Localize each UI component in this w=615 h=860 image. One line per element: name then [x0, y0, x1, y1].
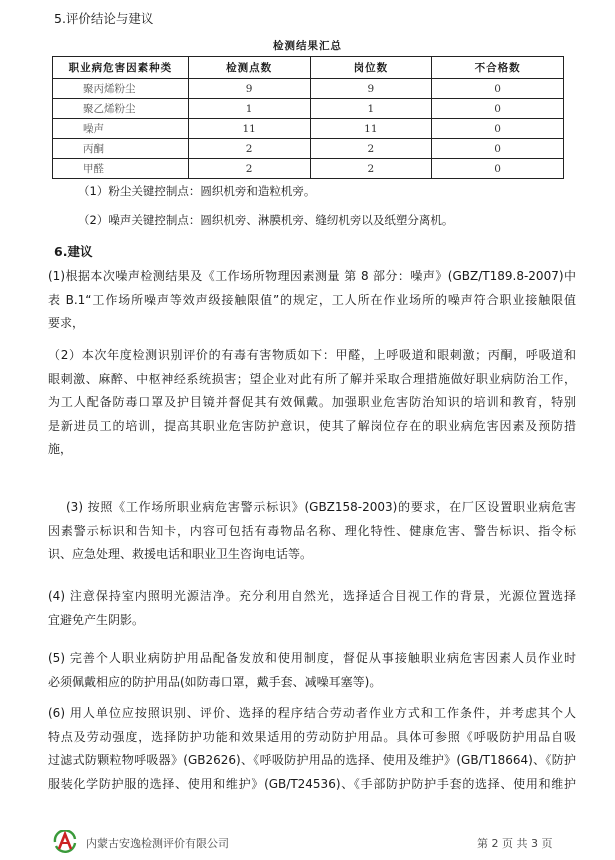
text-line: (6) 用人单位应按照识别、评价、选择的程序结合劳动者作业方式和工作条件，并考虑其个人 — [48, 706, 576, 720]
recommendation-1 — [48, 265, 576, 336]
table-row — [53, 99, 564, 119]
section-5-title: 5.评价结论与建议 — [54, 11, 154, 26]
text-line: 施， — [48, 442, 73, 456]
table-row — [53, 119, 564, 139]
cell-hazard: 聚乙烯粉尘 — [53, 99, 189, 119]
company-logo-icon — [52, 830, 78, 854]
text-line: 表 B.1“工作场所噪声等效声级接触限值”的规定，工人所在作业场所的噪声符合职业接触限值 — [48, 292, 576, 307]
text-line: 过滤式防颗粒物呼吸器》(GB2626)、《呼吸防护用品的选择、使用及维护》(GB/T18664)、《防护 — [48, 753, 576, 767]
noise-control-points: （2）噪声关键控制点：圆织机旁、淋膜机旁、缝纫机旁以及纸塑分离机。 — [78, 213, 454, 227]
table-title: 检测结果汇总 — [273, 40, 342, 52]
header-points: 检测点数 — [188, 57, 310, 79]
text-line: （2）本次年度检测识别评价的有毒有害物质如下：甲醛，上呼吸道和眼刺激；丙酮，呼吸道和 — [48, 348, 576, 362]
text-line: (3) 按照《工作场所职业病危害警示标识》(GBZ158-2003)的要求，在厂区设置职业病危害 — [66, 500, 576, 514]
page-footer — [0, 826, 615, 856]
cell-points: 1 — [188, 99, 310, 119]
text-line: 宜避免产生阴影。 — [48, 612, 145, 627]
cell-hazard: 甲醛 — [53, 159, 189, 179]
cell-posts: 2 — [310, 139, 432, 159]
text-line: (5) 完善个人职业病防护用品配备发放和使用制度，督促从事接触职业病危害因素人员作业时 — [48, 651, 576, 665]
cell-points: 2 — [188, 139, 310, 159]
company-name: 内蒙古安逸检测评价有限公司 — [86, 837, 229, 850]
cell-points: 11 — [188, 119, 310, 139]
recommendation-3 — [48, 496, 576, 567]
table-row — [53, 159, 564, 179]
text-line: 是新进员工的培训，提高其职业危害防护意识，使其了解岗位存在的职业病危害因素及预防措 — [48, 418, 576, 433]
cell-failed: 0 — [432, 119, 564, 139]
section-6-title: 6.建议 — [54, 244, 93, 259]
recommendation-4 — [48, 585, 576, 632]
header-posts: 岗位数 — [310, 57, 432, 79]
text-line: 因素警示标识和告知卡，内容可包括有毒物品名称、理化特性、健康危害、警告标识、指令标 — [48, 523, 576, 538]
text-line: 为工人配备防毒口罩及护目镜并督促其有效佩戴。加强职业危害防治知识的培训和教育，特别 — [48, 395, 576, 409]
cell-points: 2 — [188, 159, 310, 179]
table-row — [53, 139, 564, 159]
table-header-row — [53, 57, 564, 79]
recommendation-2 — [48, 344, 576, 462]
cell-failed: 0 — [432, 79, 564, 99]
table-row — [53, 79, 564, 99]
cell-posts: 11 — [310, 119, 432, 139]
header-hazard-type: 职业病危害因素种类 — [53, 57, 189, 79]
cell-posts: 9 — [310, 79, 432, 99]
text-line: 服装化学防护服的选择、使用和维护》(GB/T24536)、《手部防护防护手套的选择、使用和维护 — [48, 776, 576, 791]
text-line: 必须佩戴相应的防护用品(如防毒口罩，戴手套、减噪耳塞等)。 — [48, 674, 382, 689]
recommendation-5 — [48, 647, 576, 694]
text-line: 要求， — [48, 316, 85, 330]
cell-posts: 1 — [310, 99, 432, 119]
cell-failed: 0 — [432, 139, 564, 159]
text-line: 眼刺激、麻醉、中枢神经系统损害；望企业对此有所了解并采取合理措施做好职业病防治工作， — [48, 371, 576, 386]
dust-control-points: （1）粉尘关键控制点：圆织机旁和造粒机旁。 — [78, 184, 316, 198]
text-line: (1)根据本次噪声检测结果及《工作场所物理因素测量 第 8 部分：噪声》(GBZ/T189.8-2007)中 — [48, 269, 576, 283]
results-summary-table — [52, 56, 564, 179]
cell-hazard: 噪声 — [53, 119, 189, 139]
cell-failed: 0 — [432, 99, 564, 119]
header-failed: 不合格数 — [432, 57, 564, 79]
text-line: (4) 注意保持室内照明光源洁净。充分利用自然光，选择适合目视工作的背景，光源位置选择 — [48, 589, 576, 603]
page-number: 第 2 页 共 3 页 — [477, 837, 553, 850]
cell-hazard: 聚丙烯粉尘 — [53, 79, 189, 99]
text-line: 特点及劳动强度，选择防护功能和效果适用的劳动防护用品。具体可参照《呼吸防护用品自吸 — [48, 729, 576, 744]
text-line: 识、应急处理、救援电话和职业卫生咨询电话等。 — [48, 547, 313, 561]
cell-points: 9 — [188, 79, 310, 99]
recommendation-6 — [48, 702, 576, 796]
cell-posts: 2 — [310, 159, 432, 179]
cell-hazard: 丙酮 — [53, 139, 189, 159]
cell-failed: 0 — [432, 159, 564, 179]
